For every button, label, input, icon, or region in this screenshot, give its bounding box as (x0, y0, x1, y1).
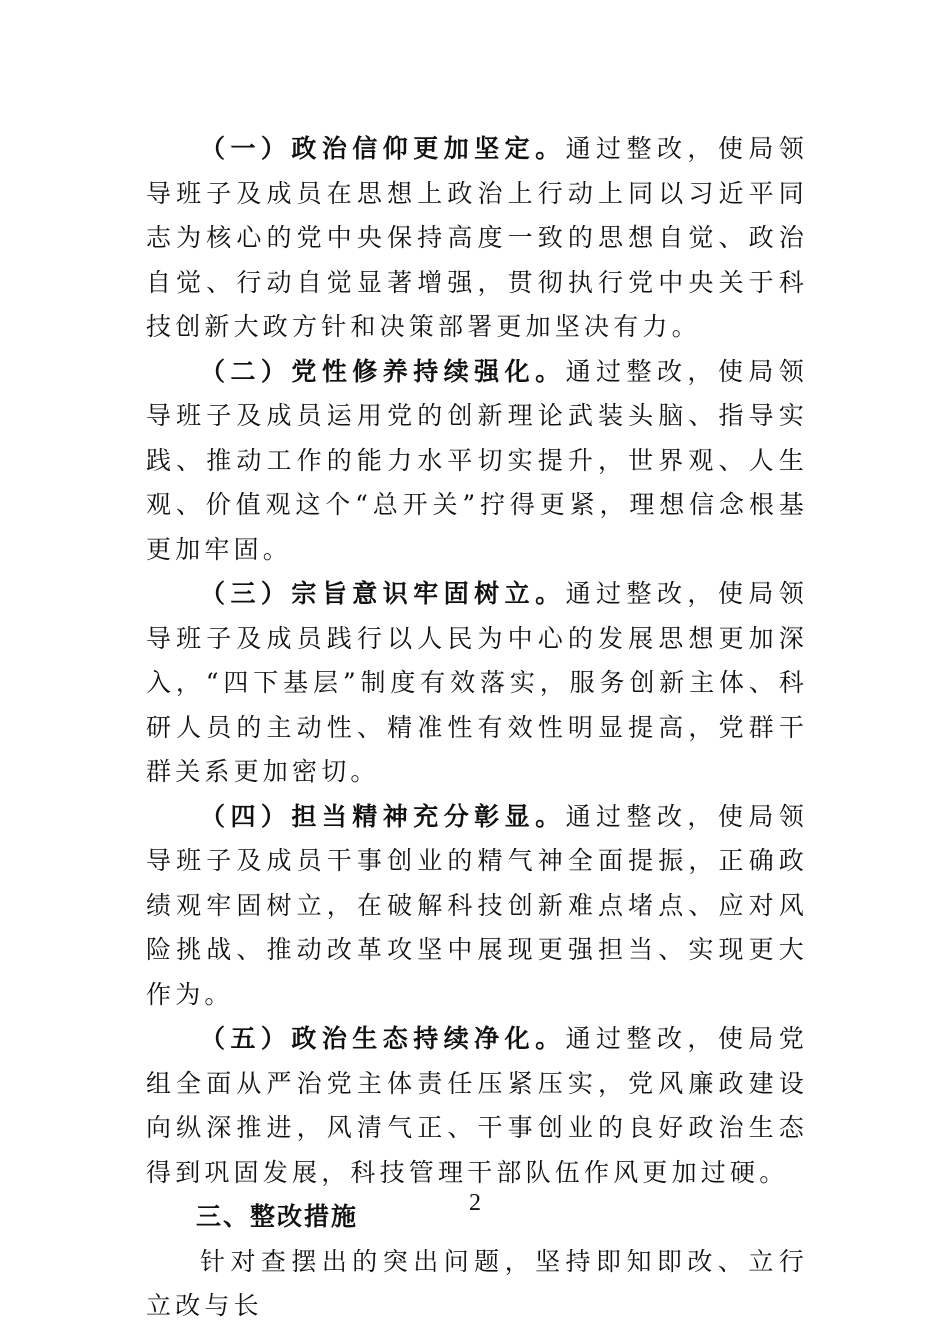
paragraph-lead: （一）政治信仰更加坚定。 (200, 134, 566, 163)
paragraph-body: 通过整改，使局领导班子及成员运用党的创新理论武装头脑、指导实践、推动工作的能力水平切实提升，世界观、人生观、价值观这个“总开关”拧得更紧，理想信念根基更加牢固。 (146, 356, 808, 564)
paragraph-goal-2 (146, 350, 808, 573)
paragraph-body: 通过整改，使局领导班子及成员干事创业的精气神全面提振，正确政绩观牢固树立，在破解科技创新难点堵点、应对风险挑战、推动改革攻坚中展现更强担当、实现更大作为。 (146, 801, 808, 1009)
section-heading: 三、整改措施 (196, 1202, 359, 1231)
paragraph-lead: （五）政治生态持续净化。 (200, 1024, 566, 1053)
document-body (146, 127, 808, 1329)
paragraph-body: 通过整改，使局领导班子及成员在思想上政治上行动上同以习近平同志为核心的党中央保持高度一致的思想自觉、政治自觉、行动自觉显著增强，贯彻执行党中央关于科技创新大政方针和决策部署更加坚决有力。 (146, 134, 808, 341)
paragraph-goal-3 (146, 572, 808, 795)
paragraph-lead: （三）宗旨意识牢固树立。 (200, 579, 566, 608)
page-number: 2 (469, 1190, 481, 1216)
paragraph-lead: （四）担当精神充分彰显。 (200, 801, 566, 831)
section-intro-paragraph: 针对查摆出的突出问题，坚持即知即改、立行立改与长 (146, 1246, 808, 1320)
paragraph-lead: （二）党性修养持续强化。 (200, 356, 566, 386)
paragraph-goal-1 (146, 127, 808, 350)
paragraph-goal-4 (146, 795, 808, 1018)
paragraph-body: 通过整改，使局领导班子及成员践行以人民为中心的发展思想更加深入，“四下基层”制度有效落实，服务创新主体、科研人员的主动性、精准性有效性明显提高，党群干群关系更加密切。 (146, 579, 808, 786)
paragraph-body: 通过整改，使局党组全面从严治党主体责任压紧压实，党风廉政建设向纵深推进，风清气正、干事创业的良好政治生态得到巩固发展，科技管理干部队伍作风更加过硬。 (146, 1024, 808, 1187)
paragraph-goal-5 (146, 1017, 808, 1195)
